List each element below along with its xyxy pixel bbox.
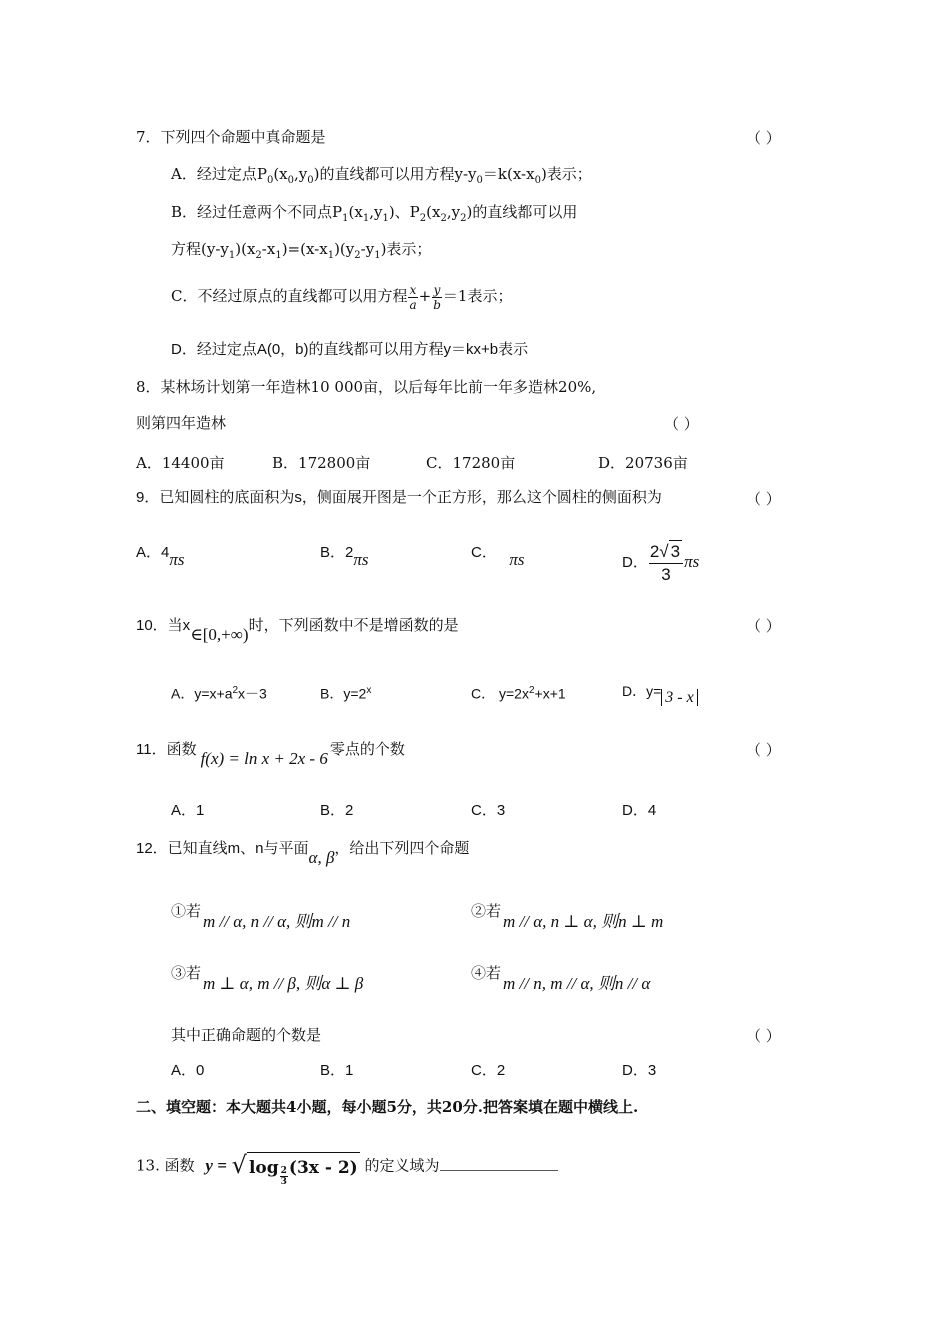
q8-stem: 8．某林场计划第一年造林10 000亩，以后每年比前一年多造林20%, xyxy=(136,378,597,396)
q12-proposition-2: ②若m // α, n ⊥ α, 则n ⊥ m xyxy=(471,902,664,931)
q7-option-b: B．经过任意两个不同点$P_1(x_1,y_1)$、$P_2(x_2,y_2)$的直线都可以用 xyxy=(171,203,578,224)
fraction-2sqrt3-over-3: $\frac{2√ 3}{3}$ xyxy=(649,540,683,586)
q12-option-d: D．3 xyxy=(622,1062,657,1079)
q7-option-c: C．不经过原点的直线都可以用方程 $\frac{x}{a}$ + $\frac{y}{b}$ ＝1表示； xyxy=(171,282,513,312)
q9-answer-paren[interactable]: （ ） xyxy=(746,490,781,508)
q10-option-d: D．y= 3 - x xyxy=(622,681,698,702)
q8-option-a: A．14400亩 xyxy=(136,454,225,472)
q12-answer-paren[interactable]: （ ） xyxy=(746,1027,781,1045)
q9-stem: 9．已知圆柱的底面积为s，侧面展开图是一个正方形，那么这个圆柱的侧面积为 xyxy=(136,489,662,506)
q12-option-b: B．1 xyxy=(320,1062,354,1079)
q13-answer-blank[interactable] xyxy=(440,1156,558,1171)
q12-option-c: C．2 xyxy=(471,1062,506,1079)
q7-option-a: A．经过定点$P_0(x_0,y_0)$的直线都可以用方程$y-y_0=k(x-x_0)$表示； xyxy=(171,165,592,186)
q10-answer-paren[interactable]: （ ） xyxy=(746,617,781,635)
q8-option-c: C．17280亩 xyxy=(426,454,516,472)
fraction-y-over-b: $\frac{y}{b}$ xyxy=(433,282,441,312)
q8-option-b: B．172800亩 xyxy=(272,454,371,472)
q11-answer-paren[interactable]: （ ） xyxy=(746,741,781,759)
q7-option-d: D．经过定点A(0，b)的直线都可以用方程y＝kx+b表示 xyxy=(171,341,529,358)
q8-stem-line2: 则第四年造林 xyxy=(136,414,227,432)
q11-option-d: D．4 xyxy=(622,802,657,819)
q12-proposition-1: ①若m // α, n // α, 则m // n xyxy=(171,902,351,931)
q12-proposition-3: ③若m ⊥ α, m // β, 则α ⊥ β xyxy=(171,964,364,993)
q7-option-b-line2: 方程$(y-y_1)(x_2-x_1)=(x-x_1)(y_2-y_1)$表示； xyxy=(171,240,432,261)
q11-stem: 11．函数 f(x) = ln x + 2x - 6 零点的个数 xyxy=(136,741,405,768)
q10-option-b: B．$y=2^x$ xyxy=(320,685,372,702)
q13-stem: 13. 函数 y = √ log $\frac{2}{3}$ (3x - 2) 的定义域为 xyxy=(136,1150,558,1183)
q11-option-a: A．1 xyxy=(171,802,205,819)
q10-stem: 10．当x∈[0,+∞)时，下列函数中不是增函数的是 xyxy=(136,617,459,644)
q9-option-a: A．4πs xyxy=(136,544,185,569)
q9-option-c: C． πs xyxy=(471,544,525,569)
q7-answer-paren[interactable]: （ ） xyxy=(746,129,781,147)
fraction-x-over-a: $\frac{x}{a}$ xyxy=(409,282,417,312)
q12-stem: 12．已知直线m、n与平面α, β，给出下列四个命题 xyxy=(136,840,470,867)
q9-option-d: D． $\frac{2√ 3}{3}$ πs xyxy=(622,542,700,585)
q12-option-a: A．0 xyxy=(171,1062,205,1079)
q11-option-c: C．3 xyxy=(471,802,506,819)
q9-option-b: B．2πs xyxy=(320,544,369,569)
q8-option-d: D．20736亩 xyxy=(598,454,688,472)
q10-option-c: C． $y=2x^2+x+1$ xyxy=(471,685,566,702)
q12-proposition-4: ④若m // n, m // α, 则n // α xyxy=(471,964,651,993)
q8-answer-paren[interactable]: （ ） xyxy=(664,415,699,433)
q12-question: 其中正确命题的个数是 xyxy=(171,1026,322,1044)
q7-stem: 7．下列四个命题中真命题是 xyxy=(136,128,326,146)
section-heading: 二、填空题：本大题共4小题，每小题5分，共20分.把答案填在题中横线上. xyxy=(136,1098,639,1116)
q10-option-a: A．$y=x+a^2x-3$ xyxy=(171,685,267,702)
q11-option-b: B．2 xyxy=(320,802,354,819)
sqrt-expression: √ log $\frac{2}{3}$ (3x - 2) xyxy=(231,1151,358,1187)
